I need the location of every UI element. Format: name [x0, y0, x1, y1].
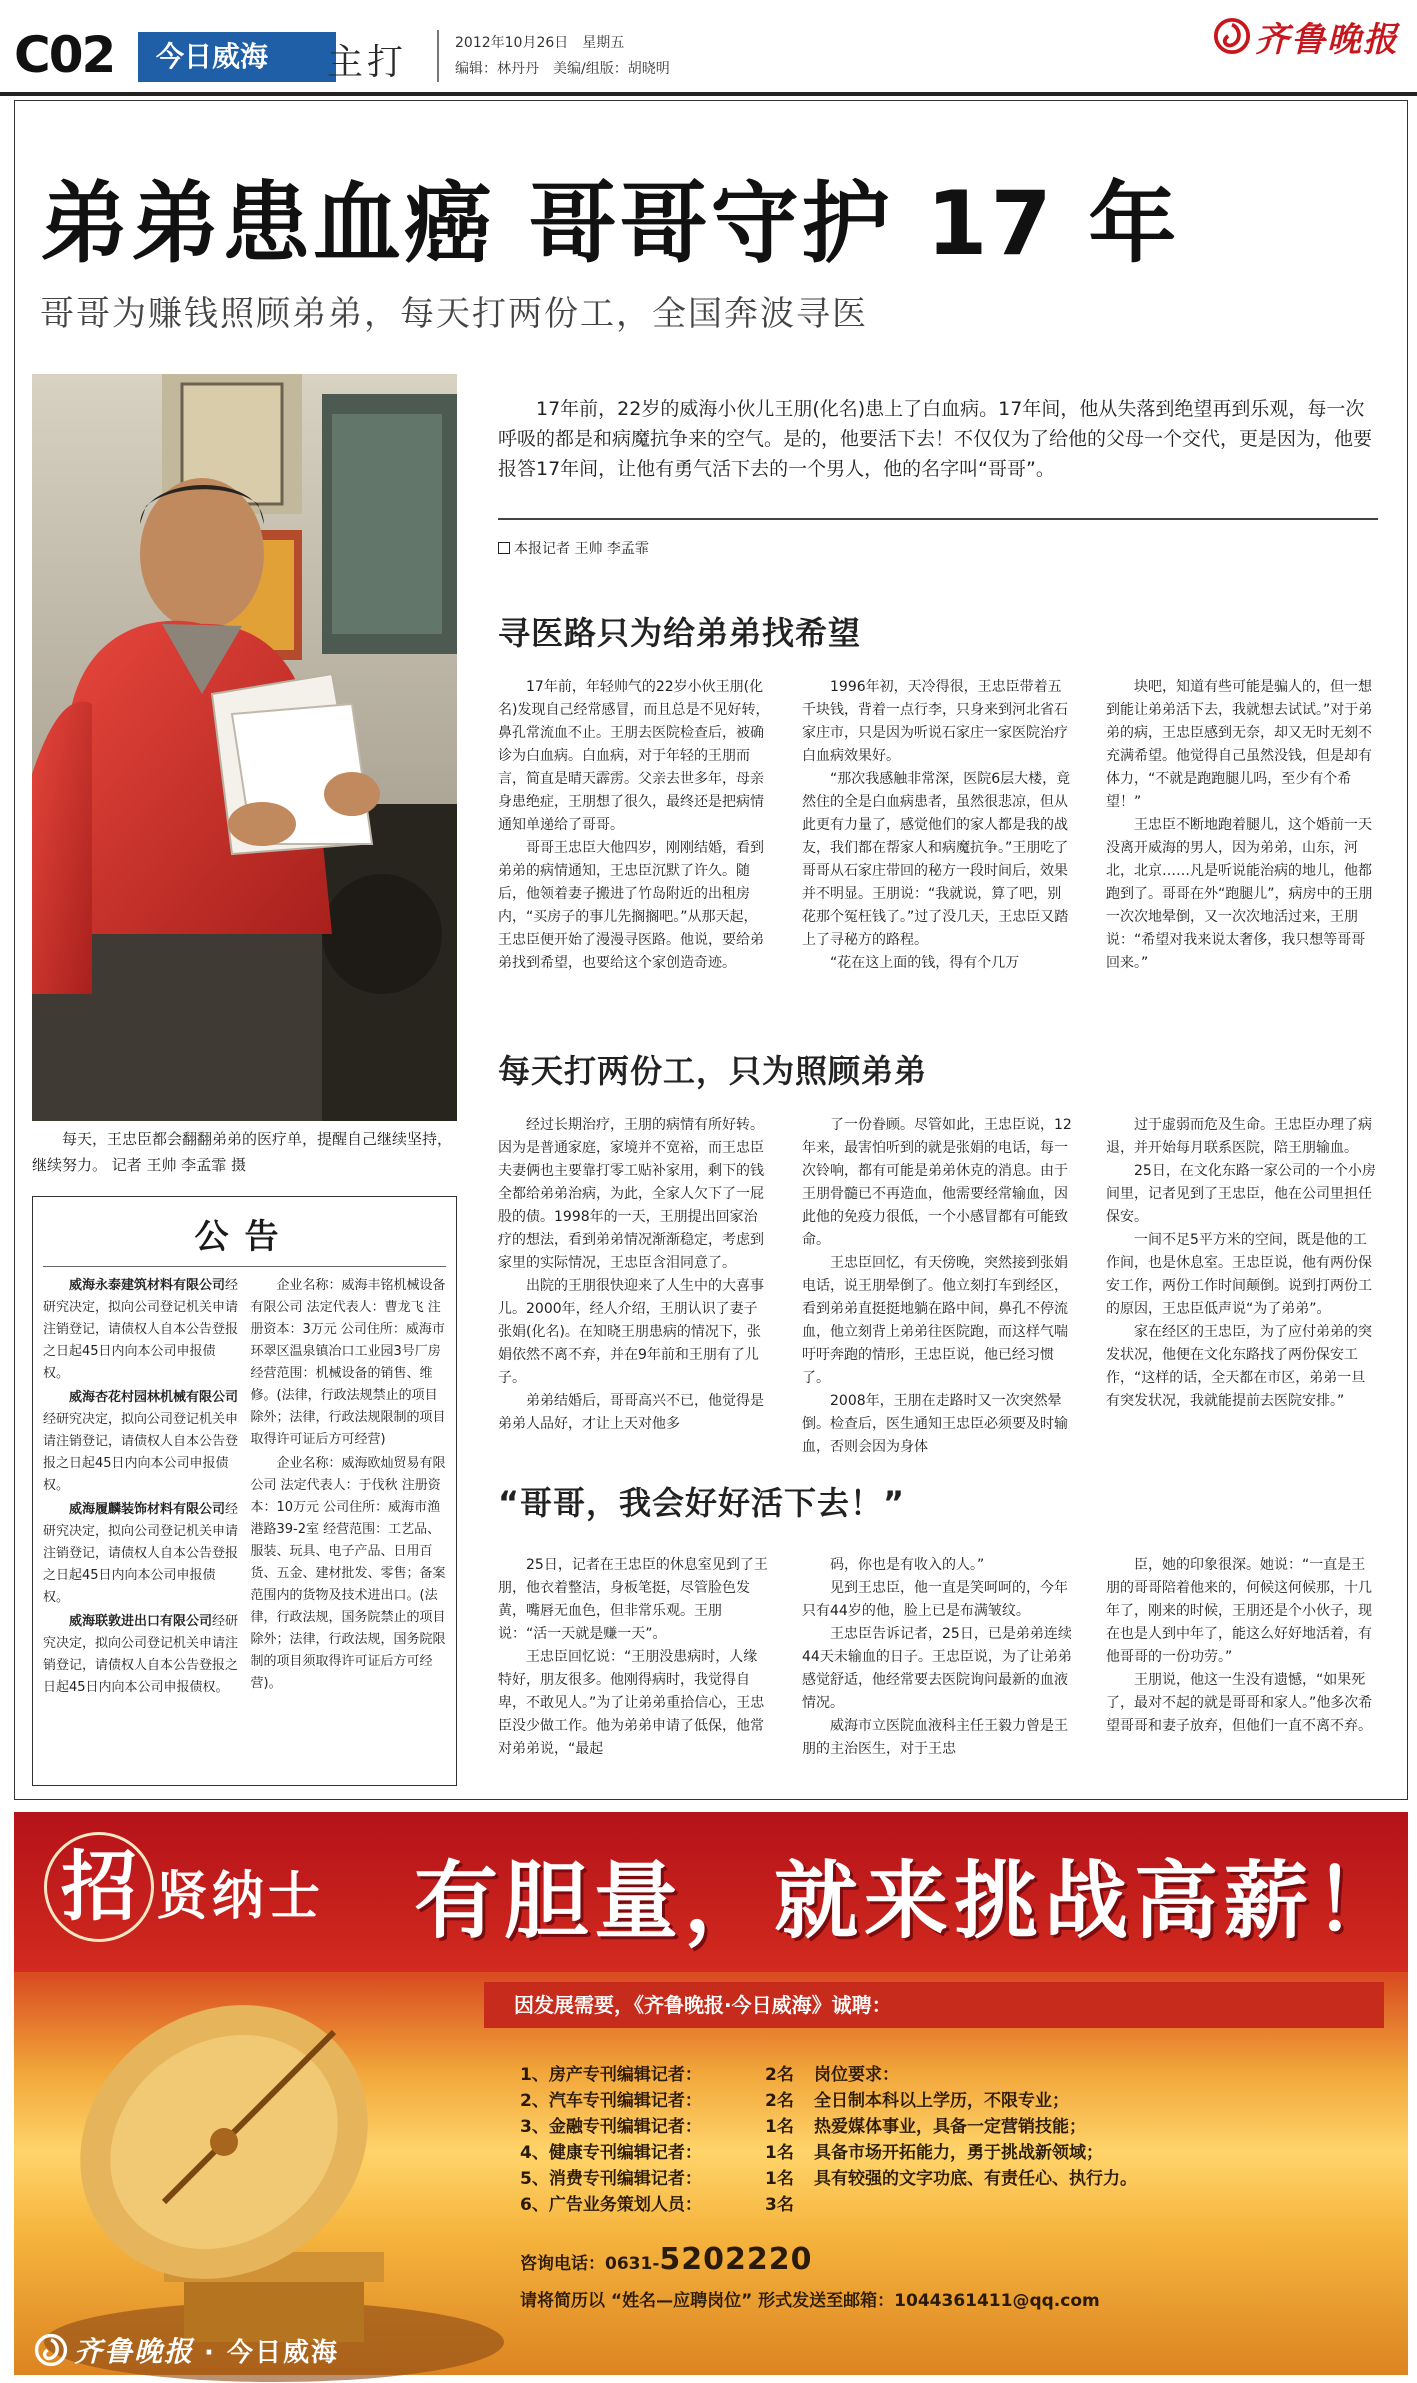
logo-swirl-icon — [1213, 17, 1251, 55]
newspaper-logo — [1213, 10, 1399, 62]
article-column: 25日，记者在王忠臣的休息室见到了王朋，他衣着整洁，身板笔挺，尽管脸色发黄，嘴唇无血色，但非常乐观。王朋说：“活一天就是赚一天”。 王忠臣回忆说：“王朋没患病时，人缘特好，朋友很多。他刚得病时，我觉得自卑，不敢见人。”为了让弟弟重拾信心，王忠臣没少做工作。他为弟弟申请了低保，他常对弟弟说，“最起 — [498, 1557, 768, 1757]
notice-title: 公告 — [43, 1205, 446, 1267]
job-item: 2、汽车专刊编辑记者： 2名 — [520, 2091, 794, 2111]
job-item: 6、广告业务策划人员： 3名 — [520, 2195, 794, 2215]
article-column: 臣，她的印象很深。她说：“一直是王朋的哥哥陪着他来的，何候这何候那，十几年了，刚来的时候，王朋还是个小伙子，现在也是人到中年了，能这么好好地活着，有他哥哥的一份功劳。” 王朋说，他这一生没有遗憾，“如果死了，最对不起的就是哥哥和家人。”他多次希望哥哥和妻子放弃，但他们一直不离不弃。 — [1106, 1557, 1373, 1734]
contact-email: 请将简历以 “姓名—应聘岗位” 形式发送至邮箱：1044361411@qq.com — [520, 2291, 1100, 2311]
section-1-columns — [498, 676, 1378, 996]
notice-body — [43, 1275, 446, 1699]
notice-item: 企业名称：威海丰铭机械设备有限公司 法定代表人：曹龙飞 注册资本：3万元 公司住所：威海市环翠区温泉镇冶口工业园3号厂房 经营范围：机械设备的销售、维修。(法律，行政法规禁止的项目除外；法律，行政法规限制的项目取得许可证后方可经营) — [250, 1278, 446, 1447]
designer-credit: 美编/组版：胡晓明 — [553, 61, 670, 77]
subsection-label: 主打 — [327, 42, 408, 83]
editor-credit: 编辑：林丹丹 — [455, 61, 539, 77]
ad-slogan: 有胆量，就来挑战高薪！ — [414, 1852, 1405, 1950]
byline-box-icon — [498, 542, 510, 554]
requirement-list — [814, 2062, 1137, 2192]
section-title-3: “哥哥，我会好好活下去！” — [498, 1484, 906, 1522]
lead-paragraph: 17年前，22岁的威海小伙儿王朋(化名)患上了白血病。17年间，他从失落到绝望再到乐观，每一次呼吸的都是和病魔抗争来的空气。是的，他要活下去！不仅仅为了给他的父母一个交代，更是因为，他要报答17年间，让他有勇气活下去的一个男人，他的名字叫“哥哥”。 — [498, 398, 1373, 480]
public-notice — [32, 1196, 457, 1786]
headline: 弟弟患血癌 哥哥守护 17 年 — [40, 172, 1180, 275]
logo-text: 齐鲁晚报 — [1255, 19, 1399, 60]
section-3-columns — [498, 1554, 1378, 1784]
ad-zhao-rest: 贤纳士 — [156, 1867, 325, 1927]
article-column: 了一份眷顾。尽管如此，王忠臣说，12年来，最害怕听到的就是张娟的电话，每一次铃响，都有可能是弟弟休克的消息。由于王朋骨髓已不再造血，他需要经常输血，因此他的免疫力很低，一个小感冒都有可能致命。 王忠臣回忆，有天傍晚，突然接到张娟电话，说王朋晕倒了。他立刻打车到经区，看到弟弟直挺挺地躺在路中间，鼻孔不停流血，他立刻背上弟弟往医院跑，而这样气喘吁吁奔跑的情形，王忠臣说，他已经习惯了。 2008年，王朋在走路时又一次突然晕倒。检查后，医生通知王忠臣必须要及时输血，否则会因为身体 — [802, 1117, 1072, 1455]
notice-item: 威海永泰建筑材料有限公司经研究决定，拟向公司登记机关申请注销登记，请债权人自本公告登报之日起45日内向本公司申报债权。 — [43, 1278, 239, 1381]
job-item: 5、消费专刊编辑记者： 1名 — [520, 2169, 794, 2189]
requirement-item: 具备市场开拓能力，勇于挑战新领域； — [814, 2143, 1103, 2163]
job-item: 3、金融专刊编辑记者： 1名 — [520, 2117, 794, 2137]
job-item: 4、健康专刊编辑记者： 1名 — [520, 2143, 794, 2163]
article-column: 码，你也是有收入的人。” 见到王忠臣，他一直是笑呵呵的，今年只有44岁的他，脸上已是布满皱纹。 王忠臣告诉记者，25日，已是弟弟连续44天未输血的日子。王忠臣说，为了让弟弟感觉舒适，他经常要去医院询问最新的血液情况。 威海市立医院血液科主任王毅力曾是王朋的主治医生，对于王忠 — [802, 1557, 1072, 1757]
masthead — [0, 0, 1417, 92]
article-column: 块吧，知道有些可能是骗人的，但一想到能让弟弟活下去，我就想去试试。”对于弟弟的病，王忠臣感到无奈，却又无时无刻不充满希望。他觉得自己虽然没钱，但是却有体力，“不就是跑跑腿儿吗，至少有个希望！” 王忠臣不断地跑着腿儿，这个婚前一天没离开威海的男人，因为弟弟，山东，河北，北京……凡是听说能治病的地儿，他都跑到了。哥哥在外“跑腿儿”，病房中的王朋一次次地晕倒，又一次次地活过来，王朋说：“希望对我来说太奢侈，我只想等哥哥回来。” — [1106, 679, 1373, 971]
requirement-item: 具有较强的文字功底、有责任心、执行力。 — [814, 2169, 1137, 2189]
section-title-1: 寻医路只为给弟弟找希望 — [498, 614, 862, 652]
section-label: 今日威海 — [138, 32, 336, 82]
man-reading-documents-photo — [32, 374, 457, 1121]
ad-zhao-badge: 招 — [44, 1832, 154, 1942]
requirement-item: 热爱媒体事业，具备一定营销技能； — [814, 2117, 1086, 2137]
subheadline: 哥哥为赚钱照顾弟弟，每天打两份工，全国奔波寻医 — [40, 294, 868, 334]
contact-phone: 咨询电话：0631-5202220 — [520, 2242, 813, 2277]
article-column: 1996年初，天冷得很，王忠臣带着五千块钱，背着一点行李，只身来到河北省石家庄市，只是因为听说石家庄一家医院治疗白血病效果好。 “那次我感触非常深，医院6层大楼，竟然住的全是白血病患者，虽然很悲凉，但从此更有力量了，感觉他们的家人都是我的战友，我们都在帮家人和病魔抗争。”王朋吃了哥哥从石家庄带回的秘方一段时间后，效果并不明显。王朋说：“我就说，算了吧，别花那个冤枉钱了。”过了没几天，王忠臣又踏上了寻秘方的路程。 “花在这上面的钱，得有个几万 — [802, 679, 1071, 971]
issue-info — [455, 30, 684, 82]
section-title-2: 每天打两份工，只为照顾弟弟 — [498, 1052, 928, 1090]
sundial-icon — [34, 1972, 514, 2375]
notice-item: 威海履麟装饰材料有限公司经研究决定，拟向公司登记机关申请注销登记，请债权人自本公告登报之日起45日内向本公司申报债权。 — [43, 1502, 239, 1605]
logo-swirl-icon — [34, 2333, 68, 2367]
requirement-title: 岗位要求： — [814, 2065, 899, 2085]
byline: 本报记者 王帅 李孟霏 — [498, 538, 649, 558]
notice-item: 威海联敦进出口有限公司经研究决定，拟向公司登记机关申请注销登记，请债权人自本公告登报之日起45日内向本公司申报债权。 — [43, 1614, 239, 1695]
ad-footer — [14, 2322, 1408, 2375]
masthead-rule — [0, 92, 1417, 96]
job-list — [520, 2062, 794, 2218]
issue-weekday: 星期五 — [582, 35, 625, 51]
section-2-columns — [498, 1114, 1378, 1455]
notice-item: 企业名称：威海欧灿贸易有限公司 法定代表人：于伐秋 注册资本：10万元 公司住所：威海市渔港路39-2室 经营范围：工艺品、服装、玩具、电子产品、日用百货、五金、建材批发、零售；备案范围内的货物及技术进出口。(法律，行政法规，国务院禁止的项目除外；法律，行政法规，国务院限制的项目须取得许可证后方可经营)。 — [250, 1456, 446, 1691]
lead-rule — [498, 518, 1378, 520]
article-column: 17年前，年轻帅气的22岁小伙王朋(化名)发现自己经常感冒，而且总是不见好转，鼻孔常流血不止。王朋去医院检查后，被确诊为白血病。白血病，对于年轻的王朋而言，简直是晴天霹雳。父亲去世多年，母亲身患绝症，王朋想了很久，最终还是把病情通知单递给了哥哥。 哥哥王忠臣大他四岁，刚刚结婚，看到弟弟的病情通知，王忠臣沉默了许久。随后，他领着妻子搬进了竹岛附近的出租房内，“买房子的事儿先搁搁吧。”从那天起，王忠臣便开始了漫漫寻医路。他说，要给弟弟找到希望，也要给这个家创造奇迹。 — [498, 679, 770, 971]
recruitment-ad — [14, 1812, 1408, 2375]
article-column: 过于虚弱而危及生命。王忠臣办理了病退，并开始每月联系医院，陪王朋输血。 25日，在文化东路一家公司的一个小房间里，记者见到了王忠臣，他在公司里担任保安。 一间不足5平方米的空间，既是他的工作间，也是休息室。王忠臣说，他有两份保安工作，两份工作时间颠倒。说到打两份工的原因，王忠臣低声说“为了弟弟”。 家在经区的王忠臣，为了应付弟弟的突发状况，他便在文化东路找了两份保安工作，“这样的话，全天都在市区，弟弟一旦有突发状况，我就能提前去医院安排。” — [1106, 1117, 1376, 1409]
ad-footer-logo: 齐鲁晚报 · 今日威海 — [34, 2330, 339, 2370]
masthead-divider — [437, 30, 439, 82]
ad-intro: 因发展需要，《齐鲁晚报·今日威海》诚聘： — [484, 1982, 1384, 2028]
job-item: 1、房产专刊编辑记者： 2名 — [520, 2065, 794, 2085]
issue-date: 2012年10月26日 — [455, 35, 569, 51]
page-number: C02 — [14, 26, 115, 84]
requirement-item: 全日制本科以上学历，不限专业； — [814, 2091, 1069, 2111]
article-column: 经过长期治疗，王朋的病情有所好转。因为是普通家庭，家境并不宽裕，而王忠臣夫妻俩也主要靠打零工贴补家用，剩下的钱全都给弟弟治病，为此，全家人欠下了一屁股的债。1998年的一天，王朋提出回家治疗的想法，看到弟弟情况渐渐稳定，考虑到家里的实际情况，王忠臣含泪同意了。 出院的王朋很快迎来了人生中的大喜事儿。2000年，经人介绍，王朋认识了妻子张娟(化名)。在知晓王朋患病的情况下，张娟依然不离不弃，并在9年前和王朋有了儿子。 弟弟结婚后，哥哥高兴不已，他觉得是弟弟人品好，才让上天对他多 — [498, 1117, 764, 1432]
photo-caption: 每天，王忠臣都会翻翻弟弟的医疗单，提醒自己继续坚持，继续努力。 记者 王帅 李孟霏 摄 — [32, 1130, 453, 1174]
news-photo — [32, 374, 457, 1121]
notice-item: 威海杏花村园林机械有限公司经研究决定，拟向公司登记机关申请注销登记，请债权人自本公告登报之日起45日内向本公司申报债权。 — [43, 1390, 239, 1493]
